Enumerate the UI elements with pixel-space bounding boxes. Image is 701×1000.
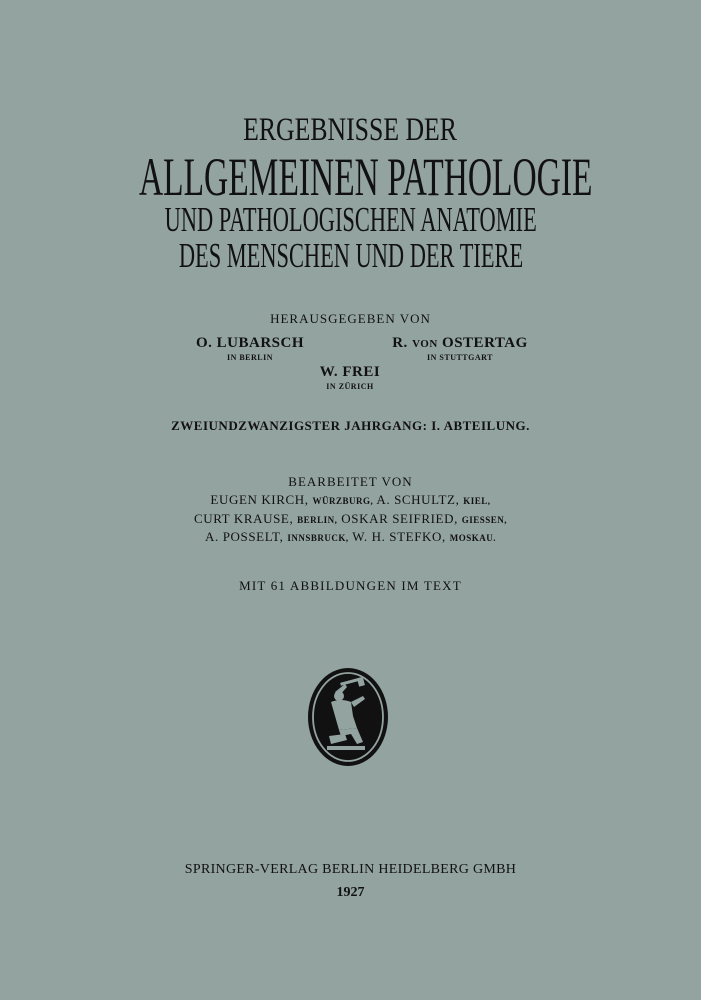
publisher-emblem-icon [305, 666, 391, 768]
editor-name: R. VON OSTERTAG [392, 335, 528, 351]
title-line-3: UND PATHOLOGISCHEN ANATOMIE [164, 200, 537, 239]
editor-name: W. FREI [319, 364, 381, 380]
editor-name: O. LUBARSCH [195, 335, 305, 351]
publication-year: 1927 [336, 885, 365, 900]
editor-city: IN BERLIN [226, 353, 274, 362]
editor-frei [270, 364, 430, 391]
title-line-1: ERGEBNISSE DER [243, 112, 458, 148]
authors-heading: BEARBEITET VON [288, 474, 413, 489]
authors-line-3: A. POSSELT, INNSBRUCK, W. H. STEFKO, MOSKAU. [205, 529, 496, 544]
editor-ostertag [370, 335, 550, 362]
authors-line-2: CURT KRAUSE, BERLIN, OSKAR SEIFRIED, GIESSEN, [193, 511, 508, 526]
title-line-2: ALLGEMEINEN PATHOLOGIE [138, 147, 593, 207]
illustrations-note: MIT 61 ABBILDUNGEN IM TEXT [239, 578, 462, 593]
title-line-4: DES MENSCHEN UND DER TIERE [178, 236, 523, 275]
volume-line: ZWEIUNDZWANZIGSTER JAHRGANG: I. ABTEILUNG. [171, 418, 530, 433]
authors-line-1: EUGEN KIRCH, WÜRZBURG, A. SCHULTZ, KIEL, [210, 492, 491, 507]
editors-heading: HERAUSGEGEBEN VON [270, 311, 431, 326]
editor-city: IN ZÜRICH [326, 382, 374, 391]
editor-city: IN STUTTGART [427, 353, 493, 362]
editor-lubarsch [170, 335, 330, 362]
publisher-name: SPRINGER-VERLAG BERLIN HEIDELBERG GMBH [184, 862, 517, 877]
